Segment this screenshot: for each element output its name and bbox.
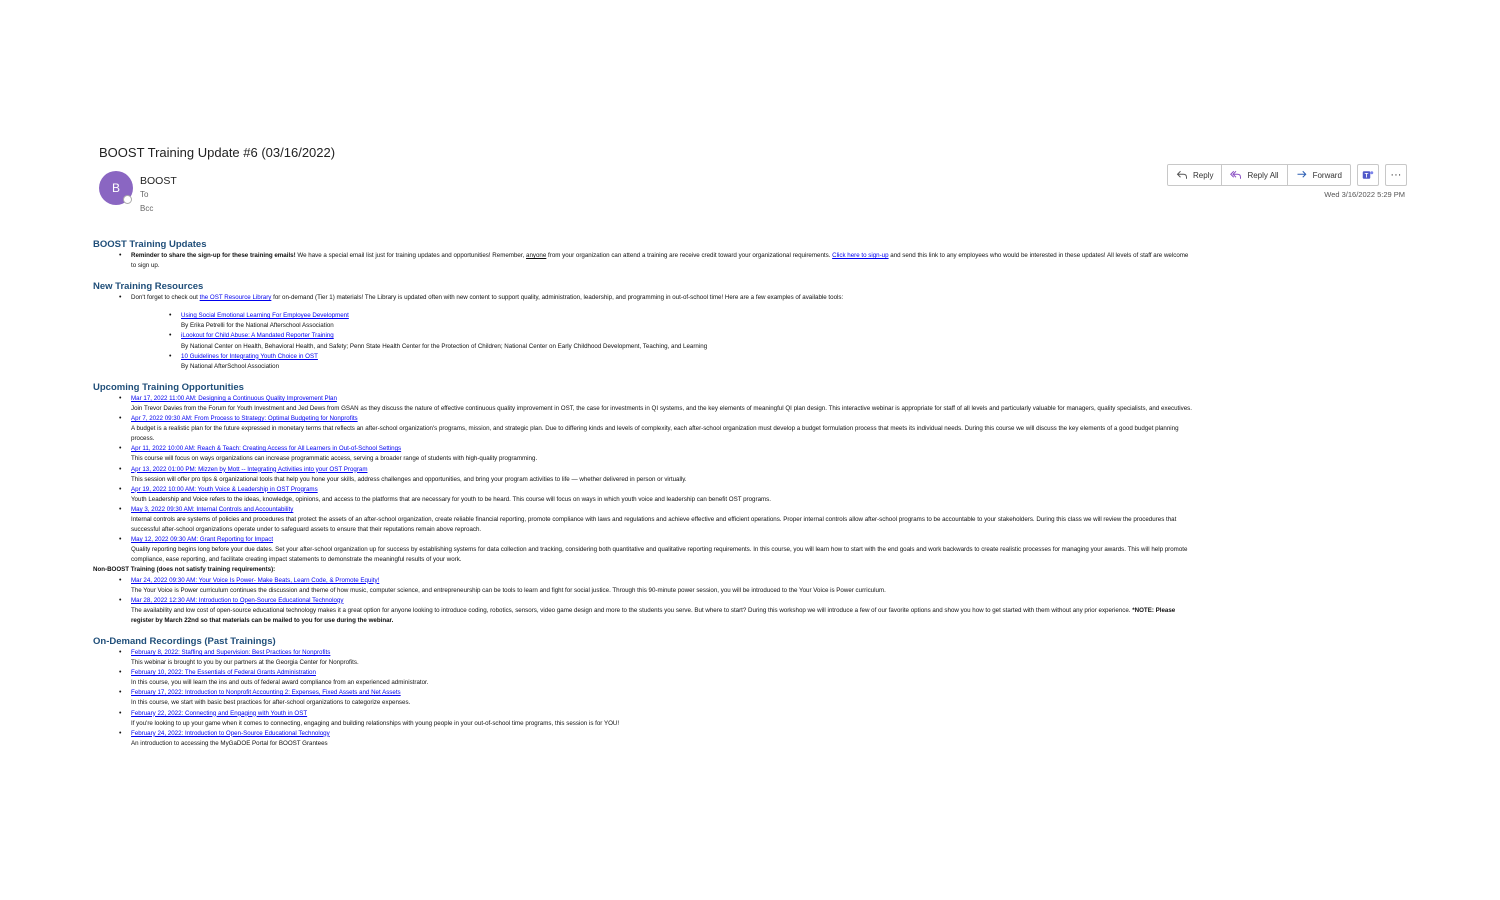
presence-status-icon: [123, 195, 132, 204]
training-link[interactable]: Apr 7, 2022 09:30 AM: From Process to Strategy: Optimal Budgeting for Nonprofits: [131, 415, 358, 423]
item-description: Join Trevor Davies from the Forum for Youth Investment and Jed Dews from GSAN as they discuss the nature of effective continuous quality improvement in OST, the case for investments in QI systems, and the key elements of meaningful QI plan design. This interactive webinar is appropriate for staff of all levels and particularly valuable for managers, quality specialists, and executives.: [131, 404, 1192, 412]
list-item: [93, 414, 1193, 444]
forward-label: Forward: [1312, 170, 1342, 180]
resource-list: [93, 311, 1193, 372]
section-title-ondemand: On-Demand Recordings (Past Trainings): [93, 636, 276, 647]
item-description: A budget is a realistic plan for the future expressed in monetary terms that reflects an after-school organization's programs, mission, and strategic plan. Due to differing kinds and levels of complexity, each after-school organization must develop a budget formulation process that meets its individual needs. During this course we will discuss the key elements of a good budget planning process.: [131, 425, 1179, 443]
teams-button[interactable]: [1357, 164, 1379, 186]
reply-button[interactable]: [1168, 165, 1222, 185]
svg-text:T: T: [1364, 173, 1369, 180]
item-description: An introduction to accessing the MyGaDOE Portal for BOOST Grantees: [131, 739, 328, 747]
list-item: [93, 485, 1193, 505]
sender-name[interactable]: BOOST: [140, 175, 177, 187]
upcoming-list: [93, 394, 1193, 566]
list-item: [93, 729, 1193, 749]
training-link[interactable]: May 12, 2022 09:30 AM: Grant Reporting for Impact: [131, 536, 274, 544]
item-description: This course will focus on ways organizations can increase programmatic access, serving a broader range of students with high-quality programming.: [131, 455, 538, 463]
item-description: Youth Leadership and Voice refers to the ideas, knowledge, opinions, and access to the platforms that are necessary for youth to be heard. This course will focus on ways in which youth voice and leadership can benefit OST programs.: [131, 495, 771, 503]
more-actions-button[interactable]: ···: [1385, 164, 1407, 186]
section-title-updates: BOOST Training Updates: [93, 239, 207, 250]
item-description: This webinar is brought to you by our partners at the Georgia Center for Nonprofits.: [131, 659, 359, 667]
avatar[interactable]: B: [99, 171, 133, 205]
training-link[interactable]: Apr 19, 2022 10:00 AM: Youth Voice & Leadership in OST Programs: [131, 485, 318, 493]
reply-all-button[interactable]: [1222, 165, 1287, 185]
training-link[interactable]: May 3, 2022 09:30 AM: Internal Controls and Accountability: [131, 505, 294, 513]
item-description: Internal controls are systems of policies and procedures that protect the assets of an after-school organization, create reliable financial reporting, promote compliance with laws and regulations and achieve effective and efficient operations. Proper internal controls allow after-school programs to be accountable to your stakeholders. During this class we will review the procedures that successful after-school organizations operate under to safeguard assets to ensure that their reputations remain above reproach.: [131, 515, 1177, 534]
reply-all-label: Reply All: [1247, 170, 1279, 180]
reply-label: Reply: [1193, 170, 1214, 180]
teams-icon: [1362, 169, 1374, 181]
training-link[interactable]: February 24, 2022: Introduction to Open-Source Educational Technology: [131, 729, 330, 737]
list-item: [93, 648, 1193, 668]
list-item: [93, 465, 1193, 485]
non-boost-label: Non-BOOST Training (does not satisfy training requirements):: [93, 566, 276, 574]
list-item: [93, 535, 1193, 565]
reply-all-icon: [1230, 169, 1242, 181]
item-description: In this course, you will learn the ins and outs of federal award compliance from an experienced administrator.: [131, 679, 429, 687]
reply-icon: [1176, 169, 1188, 181]
forward-icon: [1296, 169, 1308, 181]
item-description: Quality reporting begins long before your due dates. Set your after-school organization up for success by establishing systems for data collection and tracking, considering both quantitative and qualitative reporting requirements. In this course, you will learn how to start with the end goals and work backwards to create realistic processes for managing your awards. This will help promote compliance, ease reporting, and facilitate creating impact statements to demonstrate the meaningful results of your work.: [131, 546, 1188, 564]
list-item: • Don't forget to check out the OST Resource Library for on-demand (Tier 1) materials! The Library is updated often with new content to support quality, administration, leadership, and programming in out-of-school time! Here are a few examples of available tools:: [93, 293, 1193, 303]
list-item: [93, 505, 1193, 535]
list-item: [93, 444, 1193, 464]
list-item: • Reminder to share the sign-up for these training emails! We have a special email list just for training updates and opportunities! Remember, anyone from your organization can attend a training are receive credit toward your organizational requirements. Click here to sign-up and send this link to any employees who would be interested in these updates! All levels of staff are welcome to sign up.: [93, 251, 1193, 271]
training-link[interactable]: Apr 11, 2022 10:00 AM: Reach & Teach: Creating Access for All Learners in Out-of-School Settings: [131, 445, 402, 453]
list-item: [93, 576, 1193, 596]
list-item: [93, 352, 1193, 372]
sent-date: Wed 3/16/2022 5:29 PM: [1324, 190, 1405, 199]
ondemand-list: [93, 648, 1193, 749]
item-description: By National Center on Health, Behavioral Health, and Safety; Penn State Health Center for the Protection of Children; National Center on Early Childhood Development, Teaching, and Learning: [181, 342, 708, 350]
item-description: This session will offer pro tips & organizational tools that help you hone your skills, address challenges and opportunities, and bring your program activities to life — whether delivered in person or virtually.: [131, 475, 687, 483]
list-item: [93, 311, 1193, 331]
to-label: To: [140, 190, 149, 199]
training-link[interactable]: 10 Guidelines for Integrating Youth Choice in OST: [181, 352, 318, 360]
section-title-resources: New Training Resources: [93, 281, 204, 293]
signup-link[interactable]: Click here to sign-up: [832, 252, 889, 259]
training-link[interactable]: Apr 13, 2022 01:00 PM: Mizzen by Mott -- Integrating Activities into your OST Program: [131, 465, 368, 473]
list-item: [93, 394, 1193, 414]
email-subject: BOOST Training Update #6 (03/16/2022): [99, 145, 336, 160]
list-item: [93, 668, 1193, 688]
item-description: If you're looking to up your game when it comes to connecting, engaging and building relationships with young people in your out-of-school time programs, this session is for YOU!: [131, 719, 620, 727]
section-title-upcoming: Upcoming Training Opportunities: [93, 381, 244, 393]
training-link[interactable]: February 8, 2022: Staffing and Supervision: Best Practices for Nonprofits: [131, 649, 331, 656]
item-description: In this course, we start with basic best practices for after-school organizations to categorize expenses.: [131, 699, 411, 707]
training-link[interactable]: February 10, 2022: The Essentials of Federal Grants Administration: [131, 669, 316, 677]
training-link[interactable]: Mar 17, 2022 11:00 AM: Designing a Continuous Quality Improvement Plan: [131, 394, 337, 402]
item-description: The Your Voice is Power curriculum continues the discussion and theme of how music, computer science, and entrepreneurship can be tools to learn and fight for social justice. Through this 90-minute power session, you will be introduced to the Your Voice is Power curriculum.: [131, 586, 886, 594]
non-boost-list: [93, 576, 1193, 626]
message-actions: [1167, 164, 1407, 186]
item-description: The availability and low cost of open-source educational technology makes it a great option for anyone looking to introduce coding, robotics, sensors, video game design and more to the students you serve. But where to start? During this workshop we will introduce a few of our favorite options and show you how to get started with them without any prior experience.: [131, 606, 1133, 614]
bcc-label: Bcc: [140, 204, 154, 213]
list-item: [93, 688, 1193, 708]
list-item: [93, 331, 1193, 351]
training-link[interactable]: February 22, 2022: Connecting and Engaging with Youth in OST: [131, 709, 308, 717]
training-link[interactable]: iLookout for Child Abuse: A Mandated Reporter Training: [181, 332, 334, 340]
resource-library-link[interactable]: the OST Resource Library: [199, 294, 272, 302]
list-item: [93, 596, 1193, 626]
item-description: By Erika Petrelli for the National Afterschool Association: [181, 322, 334, 330]
training-link[interactable]: February 17, 2022: Introduction to Nonprofit Accounting 2: Expenses, Fixed Assets and Net Assets: [131, 689, 401, 697]
list-item: [93, 709, 1193, 729]
reply-button-group: [1167, 164, 1351, 186]
forward-button[interactable]: [1288, 165, 1350, 185]
training-link[interactable]: Using Social Emotional Learning For Employee Development: [181, 312, 349, 320]
item-note: *NOTE: Please register by March 22nd so that materials can be mailed to you for use during the webinar.: [131, 606, 1176, 624]
email-body: [93, 238, 1193, 749]
training-link[interactable]: Mar 28, 2022 12:30 AM: Introduction to Open-Source Educational Technology: [131, 596, 344, 604]
training-link[interactable]: Mar 24, 2022 09:30 AM: Your Voice Is Power- Make Beats, Learn Code, & Promote Equity!: [131, 576, 380, 584]
item-description: By National AfterSchool Association: [181, 362, 280, 370]
